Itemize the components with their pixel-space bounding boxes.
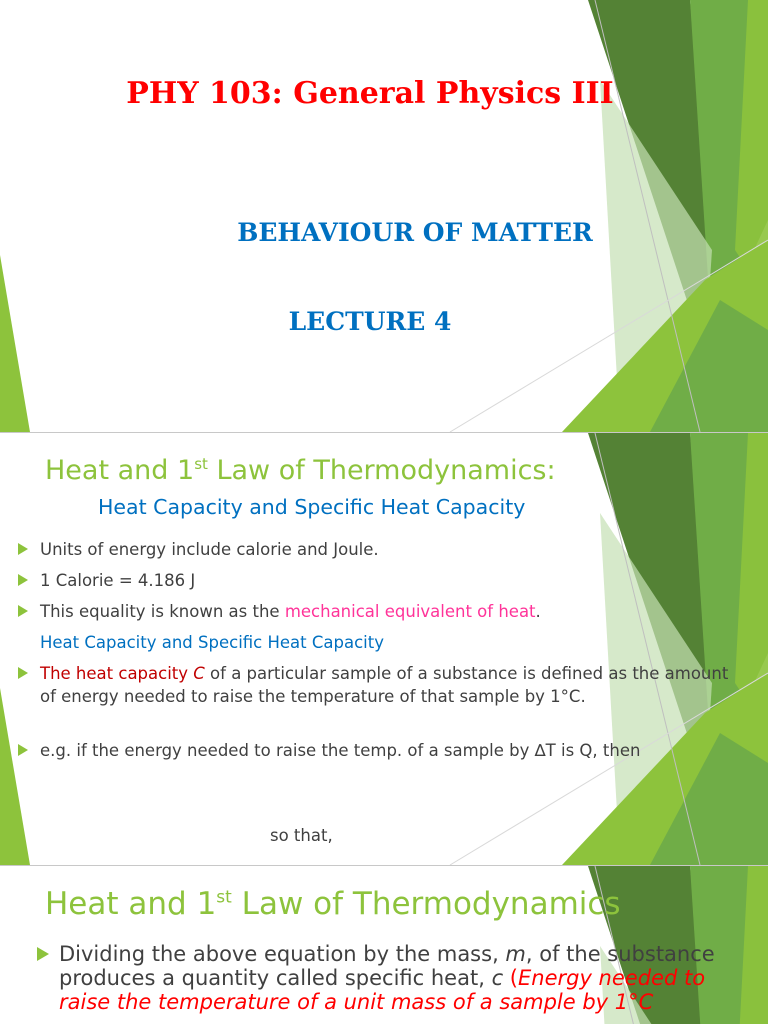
- bullet-item: This equality is known as the mechanical equivalent of heat.: [40, 600, 740, 623]
- bullet-item: Units of energy include calorie and Joule.: [40, 538, 740, 561]
- bullet-arrow-icon: [37, 947, 49, 961]
- slide-heading: Heat and 1st Law of Thermodynamics: [45, 886, 621, 922]
- bullet-item: The heat capacity C of a particular sample of a substance is defined as the amount of energy needed to raise the temperature of that sample by 1°C.: [40, 662, 740, 708]
- bullet-item: e.g. if the energy needed to raise the temp. of a sample by ∆T is Q, then: [40, 739, 740, 762]
- slide-heading: Heat and 1st Law of Thermodynamics:: [45, 455, 556, 486]
- section-label: Heat Capacity and Specific Heat Capacity: [40, 633, 384, 652]
- course-title: PHY 103: General Physics III: [126, 76, 614, 111]
- bullet-item: 1 Calorie = 4.186 J: [40, 569, 740, 592]
- bullet-arrow-icon: [18, 744, 28, 756]
- slide-1: [0, 0, 768, 432]
- so-that-text: so that,: [270, 826, 333, 845]
- highlight-term: mechanical equivalent of heat: [284, 602, 536, 621]
- topic-title: BEHAVIOUR OF MATTER: [237, 218, 593, 247]
- bullet-arrow-icon: [18, 574, 28, 586]
- bullet-arrow-icon: [18, 543, 28, 555]
- slide-2: [0, 433, 768, 865]
- lecture-number: LECTURE 4: [288, 307, 452, 336]
- slide-3: [0, 866, 768, 1024]
- green-facet-decoration: [0, 0, 768, 432]
- bullet-arrow-icon: [18, 667, 28, 679]
- bullet-item: Dividing the above equation by the mass, m, of the substance produces a quantity called specific heat, c (Energy needed to raise the temperature of a unit mass of a sample by 1°C: [59, 942, 739, 1014]
- bullet-arrow-icon: [18, 605, 28, 617]
- slide-subheading: Heat Capacity and Specific Heat Capacity: [98, 495, 526, 519]
